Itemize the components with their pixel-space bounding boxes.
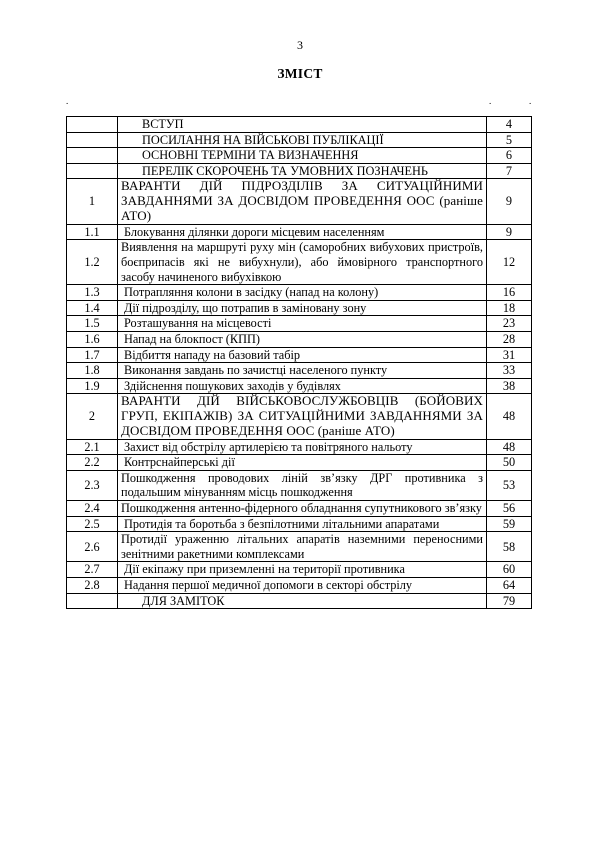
toc-entry-title: ВСТУП bbox=[118, 117, 487, 133]
toc-entry-title: ДЛЯ ЗАМІТОК bbox=[118, 593, 487, 609]
toc-row bbox=[67, 455, 532, 471]
toc-entry-title: Пошкодження проводових ліній зв’язку ДРГ противника з подальшим мінуванням місць пошкодження bbox=[118, 470, 487, 500]
toc-number bbox=[67, 117, 118, 133]
toc-entry-title: Захист від обстрілу артилерією та повітряного нальоту bbox=[118, 439, 487, 455]
toc-number: 2.2 bbox=[67, 455, 118, 471]
toc-row bbox=[67, 532, 532, 562]
toc-row bbox=[67, 439, 532, 455]
toc-entry-title: Виконання завдань по зачистці населеного пункту bbox=[118, 363, 487, 379]
toc-row bbox=[67, 378, 532, 394]
toc-row bbox=[67, 394, 532, 439]
toc-page-number: 33 bbox=[487, 363, 532, 379]
toc-page-number: 9 bbox=[487, 224, 532, 240]
decor-dot: . bbox=[66, 96, 69, 106]
toc-page-number: 12 bbox=[487, 240, 532, 285]
toc-entry-title: ПЕРЕЛІК СКОРОЧЕНЬ ТА УМОВНИХ ПОЗНАЧЕНЬ bbox=[118, 163, 487, 179]
toc-number bbox=[67, 593, 118, 609]
toc-number: 2.3 bbox=[67, 470, 118, 500]
toc-page-number: 56 bbox=[487, 501, 532, 517]
toc-row bbox=[67, 562, 532, 578]
toc-row bbox=[67, 363, 532, 379]
table-of-contents bbox=[66, 116, 532, 609]
toc-number: 2.8 bbox=[67, 578, 118, 594]
toc-page-number: 28 bbox=[487, 331, 532, 347]
toc-number: 1.2 bbox=[67, 240, 118, 285]
toc-number: 1.9 bbox=[67, 378, 118, 394]
toc-number: 1.6 bbox=[67, 331, 118, 347]
toc-entry-title: Блокування ділянки дороги місцевим населенням bbox=[118, 224, 487, 240]
toc-entry-title: Протидія та боротьба з безпілотними літальними апаратами bbox=[118, 516, 487, 532]
toc-entry-title: Розташування на місцевості bbox=[118, 316, 487, 332]
toc-entry-title: ВАРАНТИ ДІЙ ПІДРОЗДІЛІВ ЗА СИТУАЦІЙНИМИ ЗАВДАННЯМИ ЗА ДОСВІДОМ ПРОВЕДЕННЯ ООС (раніше АТО) bbox=[118, 179, 487, 224]
toc-entry-title: Здійснення пошукових заходів у будівлях bbox=[118, 378, 487, 394]
toc-entry-title: ПОСИЛАННЯ НА ВІЙСЬКОВІ ПУБЛІКАЦІЇ bbox=[118, 132, 487, 148]
toc-page-number: 58 bbox=[487, 532, 532, 562]
decor-dot: . bbox=[529, 96, 532, 106]
toc-entry-title: Відбиття нападу на базовий табір bbox=[118, 347, 487, 363]
toc-number: 2 bbox=[67, 394, 118, 439]
page-title: ЗМІСТ bbox=[277, 66, 323, 81]
toc-row bbox=[67, 240, 532, 285]
toc-page-number: 7 bbox=[487, 163, 532, 179]
toc-page-number: 79 bbox=[487, 593, 532, 609]
toc-page-number: 50 bbox=[487, 455, 532, 471]
toc-row bbox=[67, 163, 532, 179]
toc-page-number: 53 bbox=[487, 470, 532, 500]
toc-row bbox=[67, 593, 532, 609]
toc-row bbox=[67, 316, 532, 332]
toc-row bbox=[67, 132, 532, 148]
toc-entry-title: Контрснайперські дії bbox=[118, 455, 487, 471]
toc-entry-title: Напад на блокпост (КПП) bbox=[118, 331, 487, 347]
toc-number: 2.1 bbox=[67, 439, 118, 455]
toc-page-number: 48 bbox=[487, 394, 532, 439]
toc-page-number: 9 bbox=[487, 179, 532, 224]
toc-page-number: 4 bbox=[487, 117, 532, 133]
toc-entry-title: Протидії ураженню літальних апаратів наземними переносними зенітними ракетними комплексами bbox=[118, 532, 487, 562]
toc-row bbox=[67, 179, 532, 224]
toc-entry-title: Надання першої медичної допомоги в секторі обстрілу bbox=[118, 578, 487, 594]
toc-number: 2.4 bbox=[67, 501, 118, 517]
toc-entry-title: ВАРАНТИ ДІЙ ВІЙСЬКОВОСЛУЖБОВЦІВ (БОЙОВИХ ГРУП, ЕКІПАЖІВ) ЗА СИТУАЦІЙНИМИ ЗАВДАННЯМИ ЗА ДОСВІДОМ ПРОВЕДЕННЯ ООС (раніше АТО) bbox=[118, 394, 487, 439]
toc-page-number: 38 bbox=[487, 378, 532, 394]
toc-page-number: 23 bbox=[487, 316, 532, 332]
toc-row bbox=[67, 470, 532, 500]
toc-row bbox=[67, 148, 532, 164]
toc-row bbox=[67, 224, 532, 240]
toc-entry-title: Пошкодження антенно-фідерного обладнання супутникового зв’язку bbox=[118, 501, 487, 517]
toc-entry-title: Дії підрозділу, що потрапив в заміновану зону bbox=[118, 300, 487, 316]
toc-row bbox=[67, 516, 532, 532]
toc-number bbox=[67, 163, 118, 179]
toc-number: 1.7 bbox=[67, 347, 118, 363]
toc-entry-title: Дії екіпажу при приземленні на території противника bbox=[118, 562, 487, 578]
toc-page-number: 64 bbox=[487, 578, 532, 594]
toc-page-number: 31 bbox=[487, 347, 532, 363]
toc-number: 2.5 bbox=[67, 516, 118, 532]
toc-entry-title: Потрапляння колони в засідку (напад на колону) bbox=[118, 285, 487, 301]
toc-entry-title: ОСНОВНІ ТЕРМІНИ ТА ВИЗНАЧЕННЯ bbox=[118, 148, 487, 164]
page-number: 3 bbox=[297, 38, 303, 52]
toc-number bbox=[67, 132, 118, 148]
toc-number: 1.4 bbox=[67, 300, 118, 316]
toc-row bbox=[67, 285, 532, 301]
toc-number: 2.6 bbox=[67, 532, 118, 562]
toc-row bbox=[67, 300, 532, 316]
toc-row bbox=[67, 331, 532, 347]
toc-page-number: 16 bbox=[487, 285, 532, 301]
toc-row bbox=[67, 347, 532, 363]
toc-number: 1.1 bbox=[67, 224, 118, 240]
toc-page-number: 18 bbox=[487, 300, 532, 316]
toc-page-number: 60 bbox=[487, 562, 532, 578]
toc-page-number: 5 bbox=[487, 132, 532, 148]
toc-page-number: 6 bbox=[487, 148, 532, 164]
toc-entry-title: Виявлення на маршруті руху мін (саморобних вибухових пристроїв, боєприпасів які не вибухнули), або ймовірного транспортного засобу начиненого вибухівкою bbox=[118, 240, 487, 285]
toc-number: 1.8 bbox=[67, 363, 118, 379]
toc-number bbox=[67, 148, 118, 164]
toc-row bbox=[67, 578, 532, 594]
toc-row bbox=[67, 501, 532, 517]
toc-number: 1 bbox=[67, 179, 118, 224]
decor-dot: . bbox=[489, 96, 492, 106]
toc-row bbox=[67, 117, 532, 133]
toc-page-number: 48 bbox=[487, 439, 532, 455]
toc-number: 2.7 bbox=[67, 562, 118, 578]
toc-page-number: 59 bbox=[487, 516, 532, 532]
toc-number: 1.3 bbox=[67, 285, 118, 301]
toc-number: 1.5 bbox=[67, 316, 118, 332]
